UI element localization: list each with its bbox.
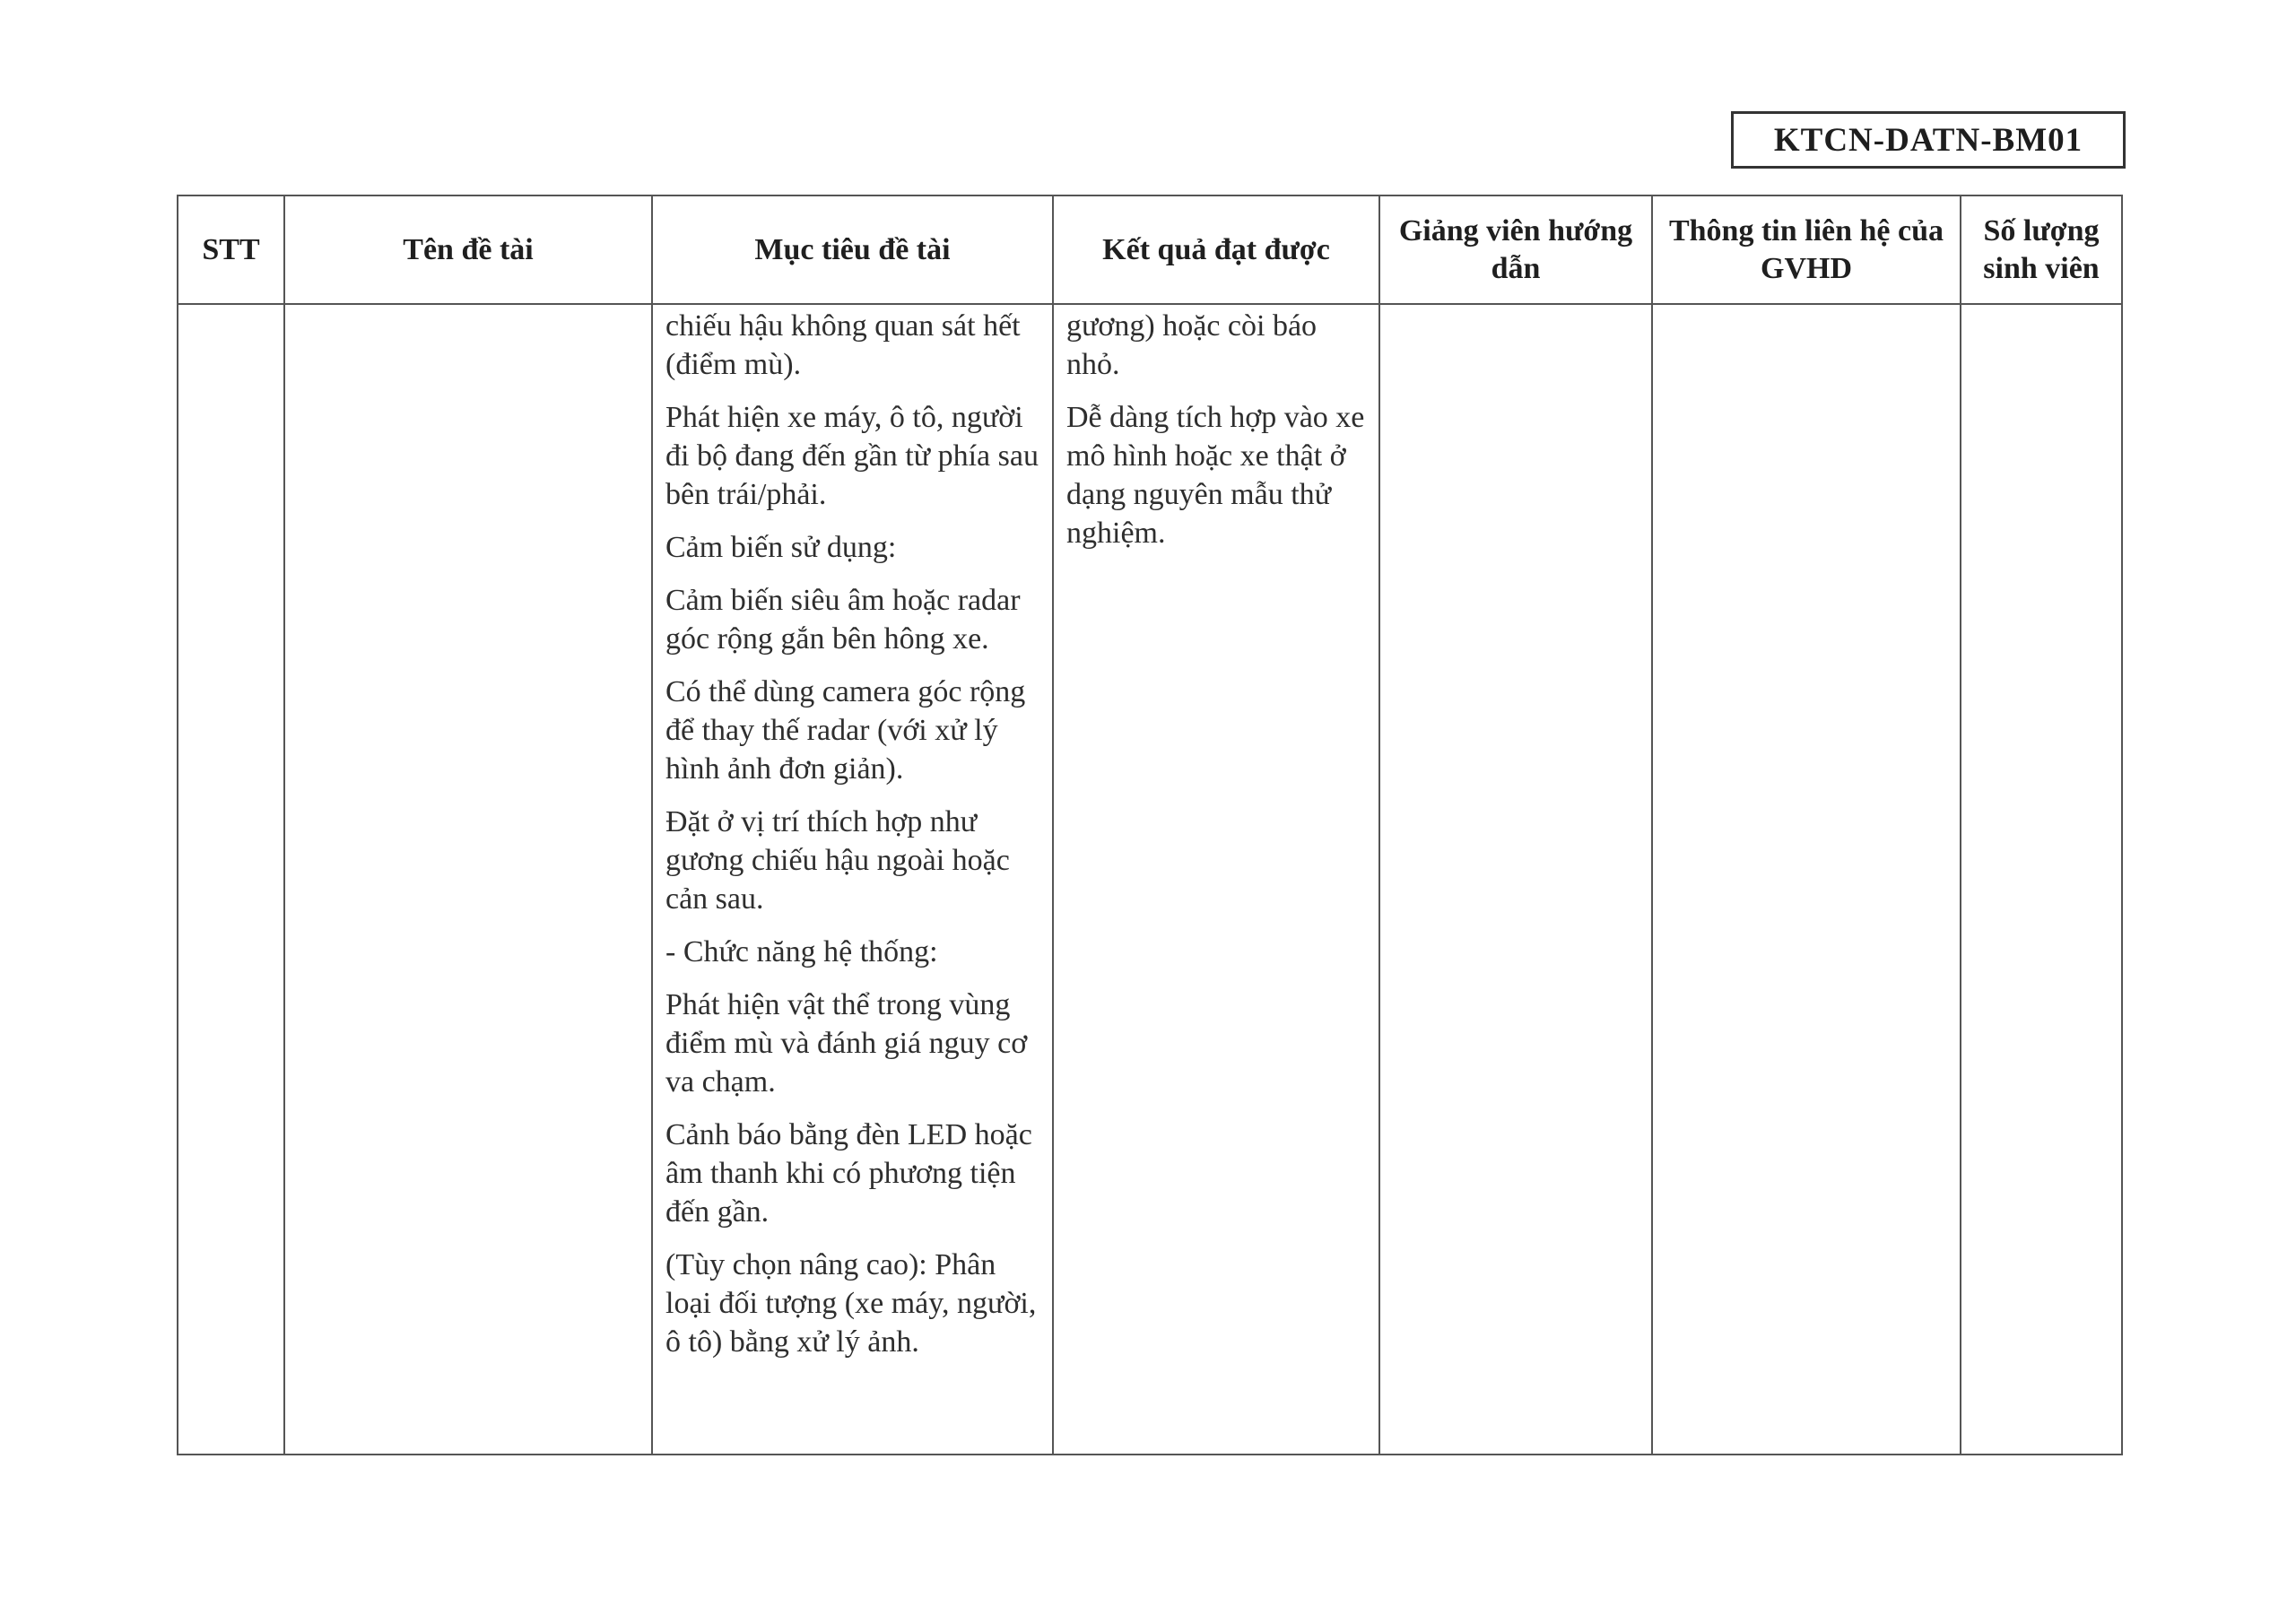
objective-paragraph: - Chức năng hệ thống:: [665, 935, 938, 968]
objective-paragraph: Đặt ở vị trí thích hợp như gương chiếu hậu ngoài hoặc cản sau.: [665, 805, 1010, 916]
header-topic-name: Tên đề tài: [284, 195, 652, 304]
cell-supervisor: [1379, 304, 1652, 1455]
objective-paragraph: Phát hiện xe máy, ô tô, người đi bộ đang đến gần từ phía sau bên trái/phải.: [665, 401, 1039, 511]
header-student-count: Số lượng sinh viên: [1961, 195, 2122, 304]
topic-table: [177, 195, 2123, 1455]
cell-student-count: [1961, 304, 2122, 1455]
table-header-row: [178, 195, 2122, 304]
cell-results: [1053, 304, 1379, 1455]
objective-paragraph: Cảm biến siêu âm hoặc radar góc rộng gắn bên hông xe.: [665, 584, 1021, 656]
objective-paragraph: Cảm biến sử dụng:: [665, 531, 897, 564]
objective-paragraph: (Tùy chọn nâng cao): Phân loại đối tượng (xe máy, người, ô tô) bằng xử lý ảnh.: [665, 1248, 1037, 1359]
header-objectives: Mục tiêu đề tài: [652, 195, 1053, 304]
cell-supervisor-contact: [1652, 304, 1961, 1455]
form-code: KTCN-DATN-BM01: [1731, 111, 2126, 169]
objective-paragraph: Có thể dùng camera góc rộng để thay thế radar (với xử lý hình ảnh đơn giản).: [665, 675, 1026, 786]
result-paragraph: Dễ dàng tích hợp vào xe mô hình hoặc xe thật ở dạng nguyên mẫu thử nghiệm.: [1066, 401, 1365, 550]
objective-paragraph: Cảnh báo bằng đèn LED hoặc âm thanh khi có phương tiện đến gần.: [665, 1118, 1032, 1229]
header-results: Kết quả đạt được: [1053, 195, 1379, 304]
header-supervisor: Giảng viên hướng dẫn: [1379, 195, 1652, 304]
cell-stt: [178, 304, 284, 1455]
table-row: [178, 304, 2122, 1455]
objective-paragraph: chiếu hậu không quan sát hết (điểm mù).: [665, 309, 1021, 381]
cell-topic-name: [284, 304, 652, 1455]
objective-paragraph: Phát hiện vật thể trong vùng điểm mù và đánh giá nguy cơ va chạm.: [665, 988, 1028, 1099]
cell-objectives: [652, 304, 1053, 1455]
header-stt: STT: [178, 195, 284, 304]
header-supervisor-contact: Thông tin liên hệ của GVHD: [1652, 195, 1961, 304]
result-paragraph: gương) hoặc còi báo nhỏ.: [1066, 309, 1318, 381]
